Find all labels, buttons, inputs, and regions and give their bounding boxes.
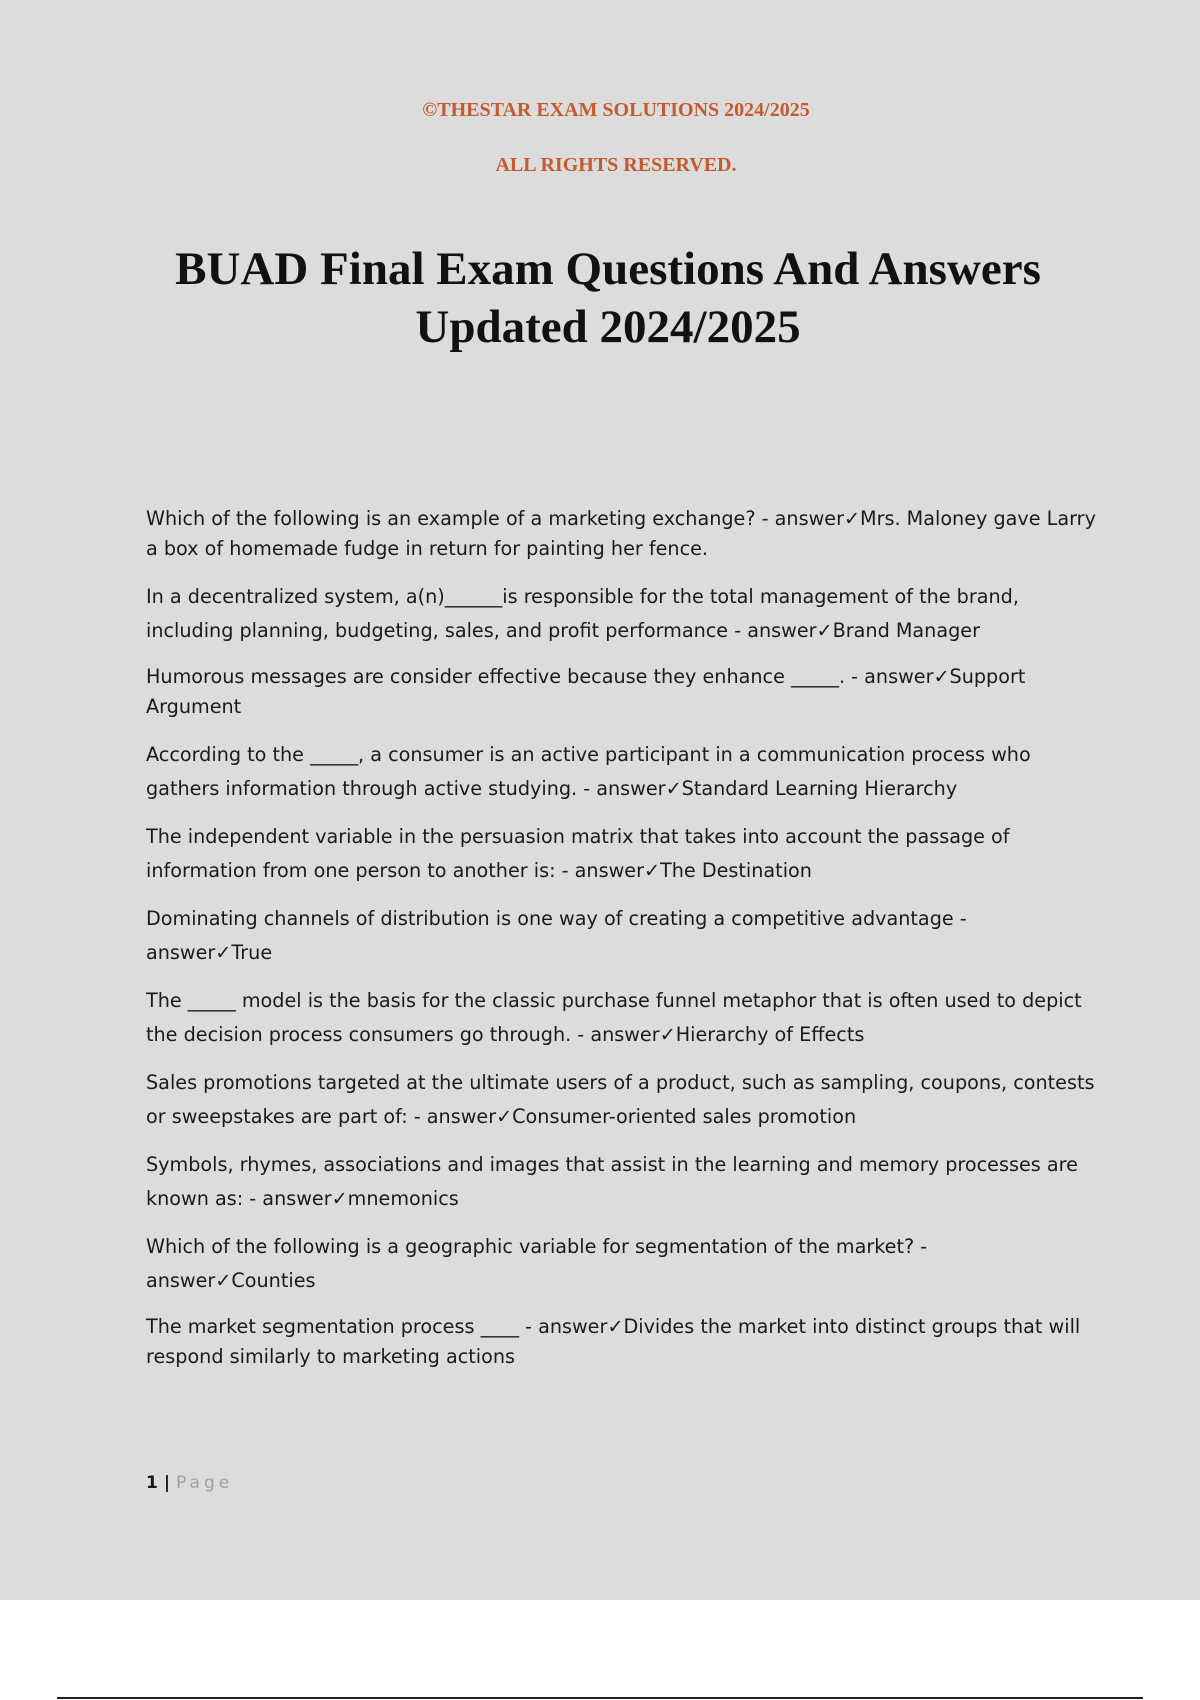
copyright-header: ©THESTAR EXAM SOLUTIONS 2024/2025 — [422, 99, 810, 121]
qa-item: According to the _____, a consumer is an active participant in a communication process who gathers information through active studying. - answer✓Standard Learning Hierarchy — [146, 743, 1031, 800]
footer-separator: | — [163, 1473, 171, 1493]
page-number: 1 — [146, 1473, 158, 1493]
document-title — [0, 240, 1200, 356]
qa-item: Which of the following is a geographic variable for segmentation of the market? - answer✓Counties — [146, 1235, 928, 1292]
rights-reserved-header: ALL RIGHTS RESERVED. — [495, 154, 737, 176]
qa-item: The market segmentation process ____ - answer✓Divides the market into distinct groups that will respond similarly to marketing actions — [146, 1315, 1081, 1368]
qa-item: Humorous messages are consider effective because they enhance _____. - answer✓Support Argument — [146, 665, 1026, 718]
bottom-divider — [57, 1697, 1143, 1699]
qa-item: Which of the following is an example of a marketing exchange? - answer✓Mrs. Maloney gave Larry a box of homemade fudge in return for painting her fence. — [146, 507, 1096, 560]
qa-item: The independent variable in the persuasion matrix that takes into account the passage of information from one person to another is: - answer✓The Destination — [146, 825, 1010, 882]
title-line-1: BUAD Final Exam Questions And Answers — [175, 243, 1041, 295]
qa-item: Dominating channels of distribution is one way of creating a competitive advantage - answer✓True — [146, 907, 967, 964]
qa-item: Sales promotions targeted at the ultimate users of a product, such as sampling, coupons, contests or sweepstakes are part of: - answer✓Consumer-oriented sales promotion — [146, 1071, 1095, 1128]
page-footer — [146, 1473, 233, 1493]
qa-item: Symbols, rhymes, associations and images that assist in the learning and memory processes are known as: - answer✓mnemonics — [146, 1153, 1078, 1210]
qa-item: In a decentralized system, a(n)______is responsible for the total management of the brand, including planning, budgeting, sales, and profit performance - answer✓Brand Manager — [146, 585, 1019, 642]
qa-item: The _____ model is the basis for the classic purchase funnel metaphor that is often used to depict the decision process consumers go through. - answer✓Hierarchy of Effects — [146, 989, 1082, 1046]
page-label: Page — [176, 1473, 234, 1493]
question-answer-list — [146, 504, 1096, 1388]
title-line-2: Updated 2024/2025 — [415, 301, 801, 353]
